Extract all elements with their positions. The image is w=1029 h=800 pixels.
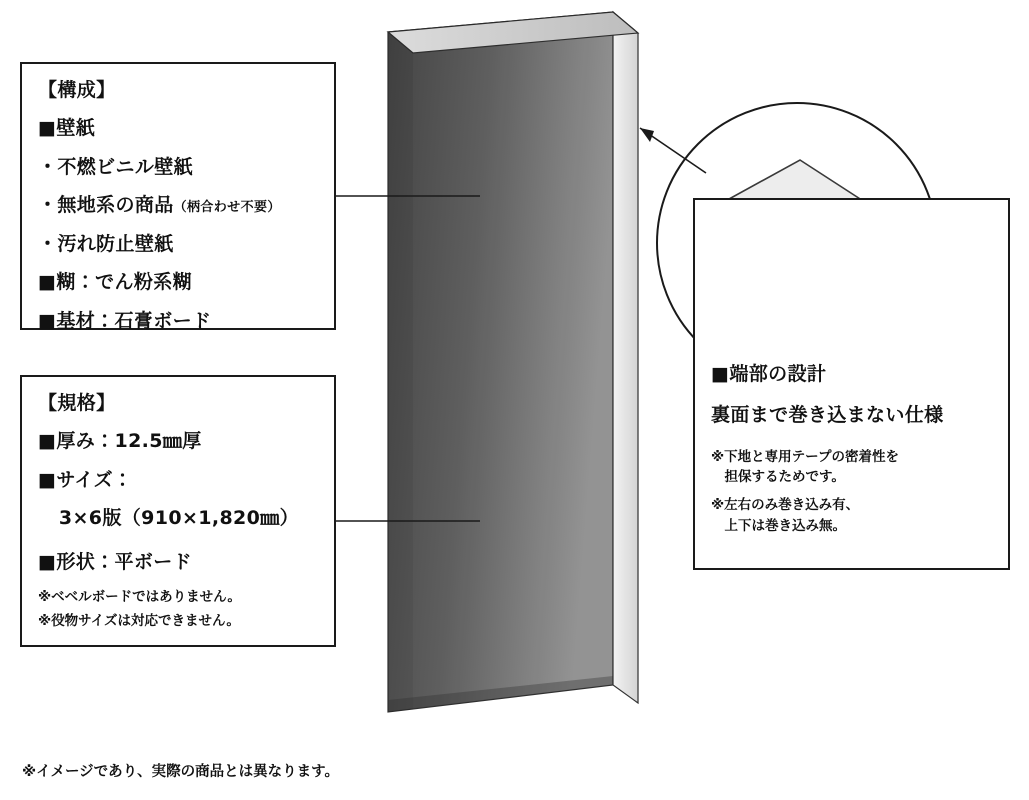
composition-item-5: ■基材：石膏ボード xyxy=(38,309,212,332)
composition-item-2-text: ・無地系の商品 xyxy=(38,194,174,217)
spec-note-0: ※ベベルボードではありません。 xyxy=(38,589,241,606)
footer-disclaimer: ※イメージであり、実際の商品とは異なります。 xyxy=(22,764,339,780)
composition-item-1: ・不燃ビニル壁紙 xyxy=(38,155,194,178)
composition-item-3: ・汚れ防止壁紙 xyxy=(38,232,174,255)
composition-item-0: ■壁紙 xyxy=(38,117,96,140)
spec-note-1: ※役物サイズは対応できません。 xyxy=(38,613,240,630)
edge-note-1: 担保するためです。 xyxy=(711,469,845,486)
edge-note-2: ※左右のみ巻き込み有、 xyxy=(711,497,860,514)
spec-shape: ■形状：平ボード xyxy=(38,550,192,573)
edge-title: ■端部の設計 xyxy=(711,363,827,385)
edge-subtitle: 裏面まで巻き込まない仕様 xyxy=(711,404,944,427)
spec-thickness: ■厚み：12.5㎜厚 xyxy=(38,430,202,453)
edge-note-3: 上下は巻き込み無。 xyxy=(711,517,846,534)
composition-item-2 xyxy=(38,191,318,220)
gypsum-board-illustration xyxy=(388,12,638,712)
composition-item-4: ■糊：でん粉系糊 xyxy=(38,271,192,294)
spec-panel xyxy=(20,375,336,647)
spec-heading: 【規格】 xyxy=(38,392,116,414)
composition-item-2-suffix: （柄合わせ不要） xyxy=(173,200,281,216)
spec-size-value: 3×6版（910×1,820㎜） xyxy=(58,507,300,530)
composition-panel xyxy=(20,62,336,330)
edge-note-0: ※下地と専用テープの密着性を xyxy=(711,448,899,465)
composition-heading: 【構成】 xyxy=(38,79,116,101)
edge-design-panel xyxy=(693,198,1010,570)
spec-size-label: ■サイズ： xyxy=(38,468,133,491)
